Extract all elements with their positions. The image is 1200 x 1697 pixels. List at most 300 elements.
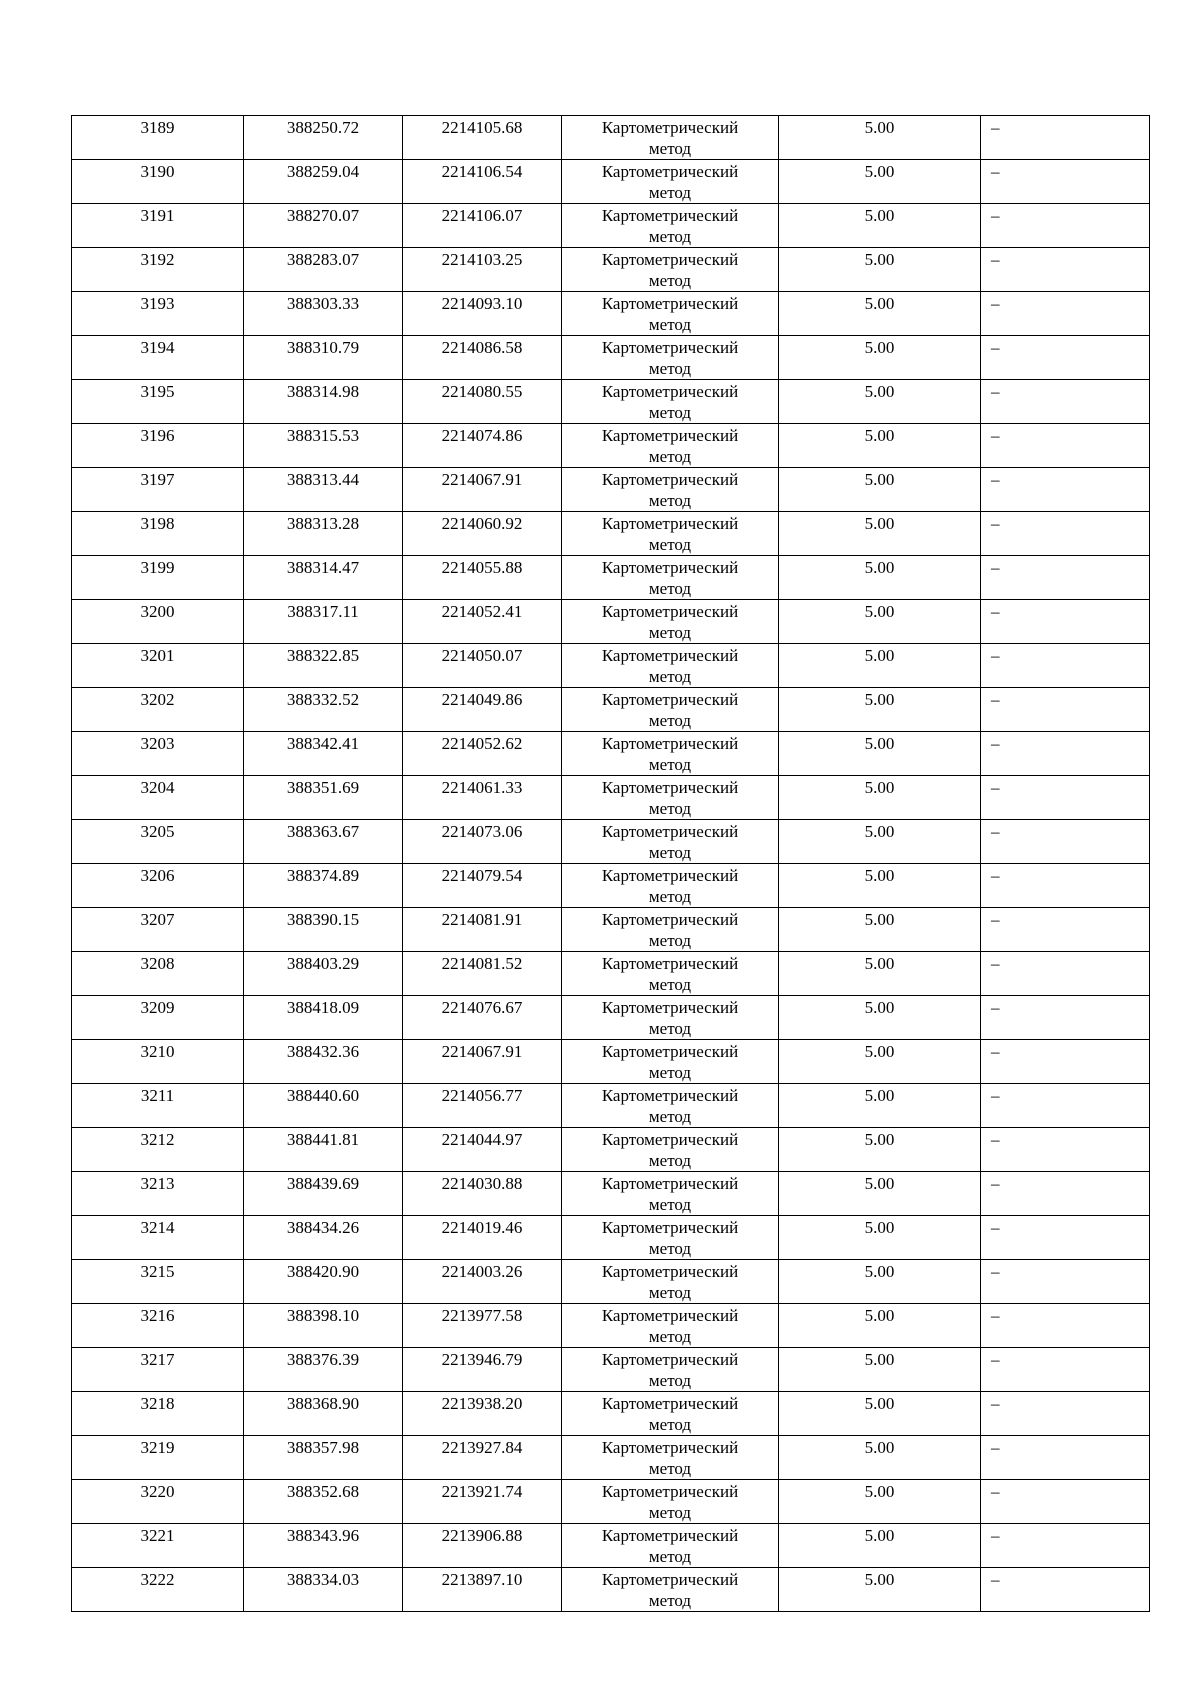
x-coordinate-cell-text: 388303.33 [286,294,360,313]
x-coordinate-cell [244,424,403,468]
y-coordinate-cell [403,1568,562,1612]
method-cell-text: Картометрический метод [601,1570,739,1610]
table-row [72,468,1150,512]
description-cell [981,600,1150,644]
precision-cell [779,820,981,864]
table-row [72,1348,1150,1392]
method-cell [562,424,779,468]
method-cell [562,952,779,996]
point-number-cell [72,1480,244,1524]
precision-cell [779,1172,981,1216]
y-coordinate-cell [403,1392,562,1436]
point-number-cell-text: 3196 [140,426,175,445]
method-cell-text: Картометрический метод [601,382,739,422]
description-cell [981,1348,1150,1392]
precision-cell-text: 5.00 [864,162,895,181]
x-coordinate-cell-text: 388343.96 [286,1526,360,1545]
x-coordinate-cell-text: 388317.11 [287,602,359,621]
x-coordinate-cell-text: 388434.26 [286,1218,360,1237]
x-coordinate-cell-text: 388368.90 [286,1394,360,1413]
table-row [72,1480,1150,1524]
table-row [72,1524,1150,1568]
y-coordinate-cell [403,160,562,204]
x-coordinate-cell [244,864,403,908]
x-coordinate-cell-text: 388363.67 [286,822,360,841]
y-coordinate-cell-text: 2213927.84 [441,1438,523,1457]
point-number-cell [72,1304,244,1348]
table-row [72,820,1150,864]
precision-cell-text: 5.00 [864,294,895,313]
x-coordinate-cell-text: 388398.10 [286,1306,360,1325]
method-cell [562,468,779,512]
y-coordinate-cell-text: 2214106.54 [441,162,523,181]
precision-cell-text: 5.00 [864,470,895,489]
x-coordinate-cell [244,160,403,204]
point-number-cell-text: 3197 [140,470,175,489]
coordinates-table [71,115,1150,1612]
description-cell [981,116,1150,160]
x-coordinate-cell-text: 388374.89 [286,866,360,885]
table-row [72,1128,1150,1172]
method-cell [562,336,779,380]
x-coordinate-cell [244,1128,403,1172]
description-cell [981,644,1150,688]
y-coordinate-cell-text: 2214067.91 [441,1042,523,1061]
method-cell-text: Картометрический метод [601,1174,739,1214]
precision-cell [779,1392,981,1436]
table-row [72,908,1150,952]
y-coordinate-cell [403,908,562,952]
x-coordinate-cell-text: 388351.69 [286,778,360,797]
x-coordinate-cell [244,204,403,248]
point-number-cell [72,160,244,204]
x-coordinate-cell [244,248,403,292]
table-row [72,952,1150,996]
table-row [72,512,1150,556]
point-number-cell-text: 3204 [140,778,175,797]
y-coordinate-cell-text: 2213921.74 [441,1482,523,1501]
point-number-cell [72,776,244,820]
precision-cell-text: 5.00 [864,910,895,929]
table-row [72,996,1150,1040]
precision-cell-text: 5.00 [864,866,895,885]
point-number-cell [72,864,244,908]
precision-cell-text: 5.00 [864,1526,895,1545]
y-coordinate-cell-text: 2214061.33 [441,778,523,797]
x-coordinate-cell-text: 388432.36 [286,1042,360,1061]
method-cell-text: Картометрический метод [601,338,739,378]
method-cell-text: Картометрический метод [601,206,739,246]
description-cell [981,864,1150,908]
description-cell [981,1480,1150,1524]
point-number-cell-text: 3221 [140,1526,175,1545]
table-row [72,732,1150,776]
table-row [72,248,1150,292]
point-number-cell-text: 3222 [140,1570,175,1589]
method-cell-text: Картометрический метод [601,1042,739,1082]
description-cell-text: – [991,118,1000,137]
x-coordinate-cell [244,1216,403,1260]
description-cell-text: – [991,602,1000,621]
table-row [72,204,1150,248]
point-number-cell [72,1392,244,1436]
precision-cell-text: 5.00 [864,822,895,841]
table-row [72,1436,1150,1480]
y-coordinate-cell [403,1040,562,1084]
x-coordinate-cell [244,1524,403,1568]
method-cell-text: Картометрический метод [601,822,739,862]
point-number-cell-text: 3200 [140,602,175,621]
x-coordinate-cell [244,1084,403,1128]
y-coordinate-cell-text: 2214106.07 [441,206,523,225]
y-coordinate-cell-text: 2214044.97 [441,1130,523,1149]
point-number-cell-text: 3212 [140,1130,175,1149]
method-cell-text: Картометрический метод [601,998,739,1038]
y-coordinate-cell-text: 2214105.68 [441,118,523,137]
x-coordinate-cell-text: 388310.79 [286,338,360,357]
description-cell-text: – [991,1130,1000,1149]
description-cell [981,336,1150,380]
description-cell-text: – [991,1174,1000,1193]
x-coordinate-cell-text: 388314.98 [286,382,360,401]
point-number-cell-text: 3218 [140,1394,175,1413]
coordinates-table-body [72,116,1150,1612]
description-cell-text: – [991,646,1000,665]
description-cell-text: – [991,382,1000,401]
x-coordinate-cell-text: 388352.68 [286,1482,360,1501]
precision-cell-text: 5.00 [864,1438,895,1457]
table-row [72,600,1150,644]
table-row [72,1568,1150,1612]
description-cell [981,1128,1150,1172]
point-number-cell-text: 3213 [140,1174,175,1193]
table-row [72,1084,1150,1128]
method-cell-text: Картометрический метод [601,954,739,994]
table-row [72,1304,1150,1348]
method-cell-text: Картометрический метод [601,514,739,554]
x-coordinate-cell [244,556,403,600]
table-row [72,1216,1150,1260]
description-cell [981,1568,1150,1612]
precision-cell-text: 5.00 [864,1482,895,1501]
precision-cell [779,688,981,732]
method-cell [562,1392,779,1436]
y-coordinate-cell-text: 2214103.25 [441,250,523,269]
method-cell [562,644,779,688]
method-cell-text: Картометрический метод [601,734,739,774]
x-coordinate-cell-text: 388439.69 [286,1174,360,1193]
table-row [72,424,1150,468]
precision-cell-text: 5.00 [864,1350,895,1369]
x-coordinate-cell [244,468,403,512]
description-cell-text: – [991,250,1000,269]
point-number-cell [72,644,244,688]
precision-cell-text: 5.00 [864,514,895,533]
x-coordinate-cell [244,512,403,556]
y-coordinate-cell [403,468,562,512]
x-coordinate-cell [244,820,403,864]
table-row [72,116,1150,160]
y-coordinate-cell [403,600,562,644]
point-number-cell [72,116,244,160]
x-coordinate-cell-text: 388313.44 [286,470,360,489]
description-cell [981,1260,1150,1304]
y-coordinate-cell [403,952,562,996]
description-cell-text: – [991,998,1000,1017]
x-coordinate-cell [244,1392,403,1436]
point-number-cell-text: 3201 [140,646,175,665]
point-number-cell-text: 3211 [140,1086,175,1105]
method-cell-text: Картометрический метод [601,470,739,510]
point-number-cell [72,820,244,864]
precision-cell-text: 5.00 [864,426,895,445]
method-cell-text: Картометрический метод [601,1526,739,1566]
description-cell-text: – [991,1218,1000,1237]
x-coordinate-cell-text: 388259.04 [286,162,360,181]
description-cell-text: – [991,162,1000,181]
y-coordinate-cell [403,1436,562,1480]
precision-cell-text: 5.00 [864,118,895,137]
method-cell-text: Картометрический метод [601,162,739,202]
precision-cell [779,1524,981,1568]
x-coordinate-cell-text: 388270.07 [286,206,360,225]
method-cell [562,908,779,952]
x-coordinate-cell-text: 388440.60 [286,1086,360,1105]
description-cell [981,1304,1150,1348]
x-coordinate-cell [244,1568,403,1612]
description-cell-text: – [991,778,1000,797]
description-cell-text: – [991,1086,1000,1105]
description-cell-text: – [991,866,1000,885]
method-cell-text: Картометрический метод [601,602,739,642]
precision-cell-text: 5.00 [864,1218,895,1237]
table-row [72,1260,1150,1304]
description-cell-text: – [991,426,1000,445]
description-cell [981,1172,1150,1216]
x-coordinate-cell [244,380,403,424]
point-number-cell [72,1216,244,1260]
precision-cell [779,1348,981,1392]
method-cell-text: Картометрический метод [601,1218,739,1258]
method-cell-text: Картометрический метод [601,558,739,598]
x-coordinate-cell [244,1304,403,1348]
point-number-cell [72,336,244,380]
method-cell-text: Картометрический метод [601,866,739,906]
point-number-cell [72,1524,244,1568]
precision-cell [779,1260,981,1304]
method-cell-text: Картометрический метод [601,1438,739,1478]
method-cell [562,1304,779,1348]
method-cell [562,732,779,776]
x-coordinate-cell-text: 388441.81 [286,1130,360,1149]
precision-cell [779,644,981,688]
y-coordinate-cell-text: 2213938.20 [441,1394,523,1413]
description-cell [981,380,1150,424]
x-coordinate-cell [244,1436,403,1480]
y-coordinate-cell [403,1084,562,1128]
x-coordinate-cell-text: 388313.28 [286,514,360,533]
point-number-cell-text: 3207 [140,910,175,929]
precision-cell [779,1480,981,1524]
point-number-cell-text: 3215 [140,1262,175,1281]
method-cell [562,380,779,424]
x-coordinate-cell [244,996,403,1040]
point-number-cell-text: 3199 [140,558,175,577]
point-number-cell-text: 3193 [140,294,175,313]
table-row [72,1392,1150,1436]
method-cell-text: Картометрический метод [601,646,739,686]
y-coordinate-cell-text: 2214030.88 [441,1174,523,1193]
x-coordinate-cell-text: 388334.03 [286,1570,360,1589]
description-cell [981,688,1150,732]
method-cell [562,864,779,908]
point-number-cell [72,248,244,292]
precision-cell-text: 5.00 [864,1130,895,1149]
description-cell-text: – [991,294,1000,313]
x-coordinate-cell [244,644,403,688]
y-coordinate-cell-text: 2214060.92 [441,514,523,533]
point-number-cell-text: 3206 [140,866,175,885]
point-number-cell [72,732,244,776]
precision-cell-text: 5.00 [864,1174,895,1193]
description-cell [981,820,1150,864]
table-row [72,1172,1150,1216]
description-cell-text: – [991,206,1000,225]
method-cell [562,1084,779,1128]
point-number-cell [72,556,244,600]
point-number-cell [72,688,244,732]
point-number-cell-text: 3209 [140,998,175,1017]
description-cell [981,512,1150,556]
table-row [72,336,1150,380]
method-cell [562,1348,779,1392]
description-cell-text: – [991,1042,1000,1061]
description-cell-text: – [991,910,1000,929]
x-coordinate-cell [244,116,403,160]
precision-cell-text: 5.00 [864,382,895,401]
precision-cell [779,1216,981,1260]
y-coordinate-cell [403,336,562,380]
table-row [72,864,1150,908]
y-coordinate-cell [403,688,562,732]
method-cell-text: Картометрический метод [601,1262,739,1302]
method-cell-text: Картометрический метод [601,910,739,950]
description-cell-text: – [991,954,1000,973]
point-number-cell [72,1040,244,1084]
method-cell [562,160,779,204]
y-coordinate-cell [403,1216,562,1260]
method-cell-text: Картометрический метод [601,1306,739,1346]
x-coordinate-cell-text: 388420.90 [286,1262,360,1281]
precision-cell [779,116,981,160]
y-coordinate-cell [403,1172,562,1216]
description-cell-text: – [991,558,1000,577]
x-coordinate-cell [244,1172,403,1216]
description-cell [981,908,1150,952]
x-coordinate-cell [244,600,403,644]
table-row [72,292,1150,336]
y-coordinate-cell-text: 2214081.52 [441,954,523,973]
y-coordinate-cell [403,1304,562,1348]
point-number-cell-text: 3191 [140,206,175,225]
point-number-cell-text: 3203 [140,734,175,753]
precision-cell [779,248,981,292]
x-coordinate-cell-text: 388418.09 [286,998,360,1017]
point-number-cell-text: 3214 [140,1218,175,1237]
point-number-cell-text: 3217 [140,1350,175,1369]
precision-cell-text: 5.00 [864,338,895,357]
description-cell-text: – [991,1394,1000,1413]
y-coordinate-cell-text: 2214080.55 [441,382,523,401]
method-cell [562,1260,779,1304]
x-coordinate-cell-text: 388342.41 [286,734,360,753]
y-coordinate-cell-text: 2214019.46 [441,1218,523,1237]
precision-cell [779,556,981,600]
method-cell [562,1436,779,1480]
point-number-cell [72,1436,244,1480]
description-cell [981,1040,1150,1084]
description-cell [981,204,1150,248]
y-coordinate-cell [403,1260,562,1304]
description-cell-text: – [991,338,1000,357]
precision-cell [779,1568,981,1612]
x-coordinate-cell-text: 388322.85 [286,646,360,665]
precision-cell [779,1304,981,1348]
x-coordinate-cell [244,1260,403,1304]
point-number-cell-text: 3210 [140,1042,175,1061]
point-number-cell-text: 3194 [140,338,175,357]
y-coordinate-cell [403,292,562,336]
method-cell [562,248,779,292]
y-coordinate-cell [403,776,562,820]
y-coordinate-cell-text: 2214093.10 [441,294,523,313]
x-coordinate-cell [244,952,403,996]
method-cell [562,996,779,1040]
precision-cell-text: 5.00 [864,690,895,709]
description-cell-text: – [991,1438,1000,1457]
y-coordinate-cell-text: 2214049.86 [441,690,523,709]
y-coordinate-cell [403,1128,562,1172]
y-coordinate-cell [403,512,562,556]
precision-cell-text: 5.00 [864,558,895,577]
y-coordinate-cell [403,424,562,468]
method-cell [562,116,779,160]
x-coordinate-cell [244,908,403,952]
precision-cell-text: 5.00 [864,602,895,621]
x-coordinate-cell [244,292,403,336]
precision-cell-text: 5.00 [864,1394,895,1413]
y-coordinate-cell [403,116,562,160]
description-cell [981,160,1150,204]
x-coordinate-cell [244,688,403,732]
description-cell [981,424,1150,468]
point-number-cell [72,952,244,996]
description-cell [981,776,1150,820]
description-cell [981,1436,1150,1480]
y-coordinate-cell-text: 2213906.88 [441,1526,523,1545]
point-number-cell [72,600,244,644]
x-coordinate-cell [244,1480,403,1524]
x-coordinate-cell-text: 388332.52 [286,690,360,709]
precision-cell [779,160,981,204]
method-cell [562,1524,779,1568]
method-cell [562,292,779,336]
point-number-cell [72,380,244,424]
point-number-cell [72,1128,244,1172]
y-coordinate-cell-text: 2213977.58 [441,1306,523,1325]
precision-cell [779,424,981,468]
point-number-cell-text: 3195 [140,382,175,401]
